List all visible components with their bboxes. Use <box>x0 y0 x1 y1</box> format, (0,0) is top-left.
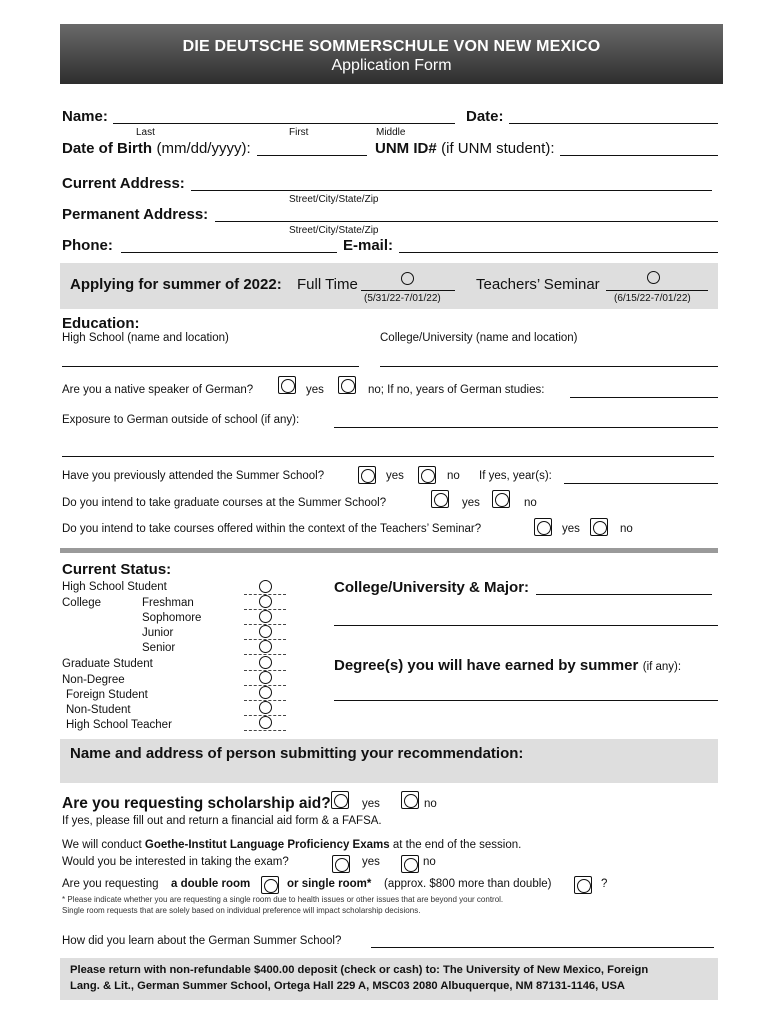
status-line <box>244 654 286 655</box>
learn-question: How did you learn about the German Summer School? <box>62 935 342 947</box>
status-non-degree: Non-Degree <box>62 674 125 686</box>
date-field[interactable] <box>509 123 718 124</box>
status-teacher: High School Teacher <box>66 719 172 731</box>
status-junior: Junior <box>142 627 174 639</box>
dob-format: (mm/dd/yyyy): <box>156 140 251 157</box>
status-college: College <box>62 597 101 609</box>
exposure-question: Exposure to German outside of school (if any): <box>62 414 300 426</box>
room-single-label: or single room* <box>287 878 372 890</box>
current-address-field[interactable] <box>191 190 712 191</box>
status-radio-non-degree[interactable] <box>259 671 272 684</box>
exam-no-checkbox[interactable] <box>401 855 419 873</box>
scholarship-yes-label: yes <box>362 798 380 810</box>
teachers-no-label: no <box>620 523 633 535</box>
teachers-no-checkbox[interactable] <box>590 518 608 536</box>
graduate-question: Do you intend to take graduate courses at the Summer School? <box>62 497 387 509</box>
seminar-dates: (6/15/22-7/01/22) <box>614 293 691 304</box>
dob-label: Date of Birth <box>62 140 152 157</box>
status-non-student: Non-Student <box>66 704 131 716</box>
education-heading: Education: <box>62 315 140 332</box>
dob-row <box>62 140 251 158</box>
status-radio-junior[interactable] <box>259 625 272 638</box>
status-radio-senior[interactable] <box>259 640 272 653</box>
high-school-field[interactable] <box>62 366 359 367</box>
college-field[interactable] <box>380 366 718 367</box>
exposure-field-2[interactable] <box>62 456 714 457</box>
degree-label: Degree(s) you will have earned by summer <box>334 657 639 674</box>
applying-label: Applying for summer of 2022: <box>70 276 282 293</box>
high-school-hint: High School (name and location) <box>62 332 229 344</box>
dob-field[interactable] <box>257 155 367 156</box>
phone-field[interactable] <box>121 252 337 253</box>
status-high-school: High School Student <box>62 581 167 593</box>
native-no-label: no; If no, years of German studies: <box>368 384 545 396</box>
major-field-2[interactable] <box>334 625 718 626</box>
exam-yes-label: yes <box>362 856 380 868</box>
status-senior: Senior <box>142 642 176 654</box>
exam-line1-pre: We will conduct <box>62 839 142 851</box>
permanent-address-label: Permanent Address: <box>62 206 209 223</box>
major-label: College/University & Major: <box>334 579 530 596</box>
graduate-yes-checkbox[interactable] <box>431 490 449 508</box>
status-radio-non-student[interactable] <box>259 701 272 714</box>
status-radio-graduate[interactable] <box>259 656 272 669</box>
status-freshman: Freshman <box>142 597 194 609</box>
attended-question: Have you previously attended the Summer School? <box>62 470 325 482</box>
unm-row <box>375 140 554 158</box>
teachers-yes-label: yes <box>562 523 580 535</box>
room-cost-note: (approx. $800 more than double) <box>384 878 552 890</box>
college-hint: College/University (name and location) <box>380 332 578 344</box>
major-field[interactable] <box>536 594 712 595</box>
recommendation-label: Name and address of person submitting your recommendation: <box>70 745 524 762</box>
native-speaker-question: Are you a native speaker of German? <box>62 384 254 396</box>
seminar-line <box>606 290 708 291</box>
degree-field[interactable] <box>334 700 718 701</box>
degree-row <box>334 657 681 675</box>
unm-field[interactable] <box>560 155 718 156</box>
status-heading: Current Status: <box>62 561 172 578</box>
status-radio-freshman[interactable] <box>259 595 272 608</box>
status-radio-high-school[interactable] <box>259 580 272 593</box>
room-footnote-1: * Please indicate whether you are requesting a single room due to health issues or other issues that are beyond your control. <box>62 895 504 904</box>
graduate-yes-label: yes <box>462 497 480 509</box>
status-radio-foreign[interactable] <box>259 686 272 699</box>
exam-no-label: no <box>423 856 436 868</box>
teachers-yes-checkbox[interactable] <box>534 518 552 536</box>
school-title: DIE DEUTSCHE SOMMERSCHULE VON NEW MEXICO <box>182 38 601 55</box>
exam-line1-bold: Goethe-Institut Language Proficiency Exams <box>144 839 390 851</box>
last-hint: Last <box>136 127 155 138</box>
room-footnote-2: Single room requests that are solely based on individual preference will impact scholarship decisions. <box>62 906 421 915</box>
current-address-label: Current Address: <box>62 175 185 192</box>
unm-note: (if UNM student): <box>441 140 555 157</box>
exam-question: Would you be interested in taking the exam? <box>62 856 289 868</box>
double-room-checkbox[interactable] <box>261 876 279 894</box>
single-room-checkbox[interactable] <box>574 876 592 894</box>
native-yes-checkbox[interactable] <box>278 376 296 394</box>
email-field[interactable] <box>399 252 718 253</box>
exam-yes-checkbox[interactable] <box>332 855 350 873</box>
street-hint-permanent: Street/City/State/Zip <box>289 225 379 236</box>
native-no-checkbox[interactable] <box>338 376 356 394</box>
footer-line-1: Please return with non-refundable $400.00 deposit (check or cash) to: The University of New Mexico, Foreign <box>70 964 649 976</box>
full-time-radio[interactable] <box>401 272 414 285</box>
date-label: Date: <box>466 108 504 125</box>
unm-label: UNM ID# <box>375 140 437 157</box>
full-time-line <box>361 290 455 291</box>
degree-note: (if any): <box>642 661 682 673</box>
graduate-no-checkbox[interactable] <box>492 490 510 508</box>
status-sophomore: Sophomore <box>142 612 202 624</box>
permanent-address-field[interactable] <box>215 221 718 222</box>
status-line <box>244 730 286 731</box>
attended-yes-label: yes <box>386 470 404 482</box>
seminar-radio[interactable] <box>647 271 660 284</box>
attended-no-label: no <box>447 470 460 482</box>
name-label: Name: <box>62 108 108 125</box>
form-header <box>60 24 723 84</box>
email-label: E-mail: <box>343 237 394 254</box>
room-pre: Are you requesting <box>62 878 159 890</box>
scholarship-yes-checkbox[interactable] <box>331 791 349 809</box>
street-hint-current: Street/City/State/Zip <box>289 194 379 205</box>
exposure-field[interactable] <box>334 427 718 428</box>
graduate-no-label: no <box>524 497 537 509</box>
footer-line-2: Lang. & Lit., German Summer School, Ortega Hall 229 A, MSC03 2080 Albuquerque, NM 87131-1146, USA <box>70 980 625 992</box>
learn-field[interactable] <box>371 947 714 948</box>
attended-no-checkbox[interactable] <box>418 466 436 484</box>
full-time-dates: (5/31/22-7/01/22) <box>364 293 441 304</box>
status-radio-teacher[interactable] <box>259 716 272 729</box>
scholarship-no-checkbox[interactable] <box>401 791 419 809</box>
full-time-label: Full Time <box>297 276 358 293</box>
scholarship-no-label: no <box>424 798 437 810</box>
german-years-field[interactable] <box>570 397 718 398</box>
scholarship-question: Are you requesting scholarship aid? <box>62 795 331 812</box>
seminar-label: Teachers’ Seminar <box>476 276 600 293</box>
status-radio-sophomore[interactable] <box>259 610 272 623</box>
scholarship-note: If yes, please fill out and return a financial aid form & a FAFSA. <box>62 815 382 827</box>
room-question-mark: ? <box>601 878 608 890</box>
form-subtitle: Application Form <box>331 57 452 74</box>
exam-line1 <box>62 839 521 851</box>
attended-years-label: If yes, year(s): <box>479 470 552 482</box>
first-hint: First <box>289 127 309 138</box>
room-double-label: a double room <box>171 878 251 890</box>
name-field[interactable] <box>113 123 455 124</box>
middle-hint: Middle <box>376 127 406 138</box>
status-foreign: Foreign Student <box>66 689 148 701</box>
exam-line1-post: at the end of the session. <box>392 839 522 851</box>
status-graduate: Graduate Student <box>62 658 153 670</box>
phone-label: Phone: <box>62 237 113 254</box>
section-divider <box>60 548 718 553</box>
attended-years-field[interactable] <box>564 483 718 484</box>
native-yes-label: yes <box>306 384 324 396</box>
attended-yes-checkbox[interactable] <box>358 466 376 484</box>
teachers-question: Do you intend to take courses offered within the context of the Teachers’ Seminar? <box>62 523 482 535</box>
